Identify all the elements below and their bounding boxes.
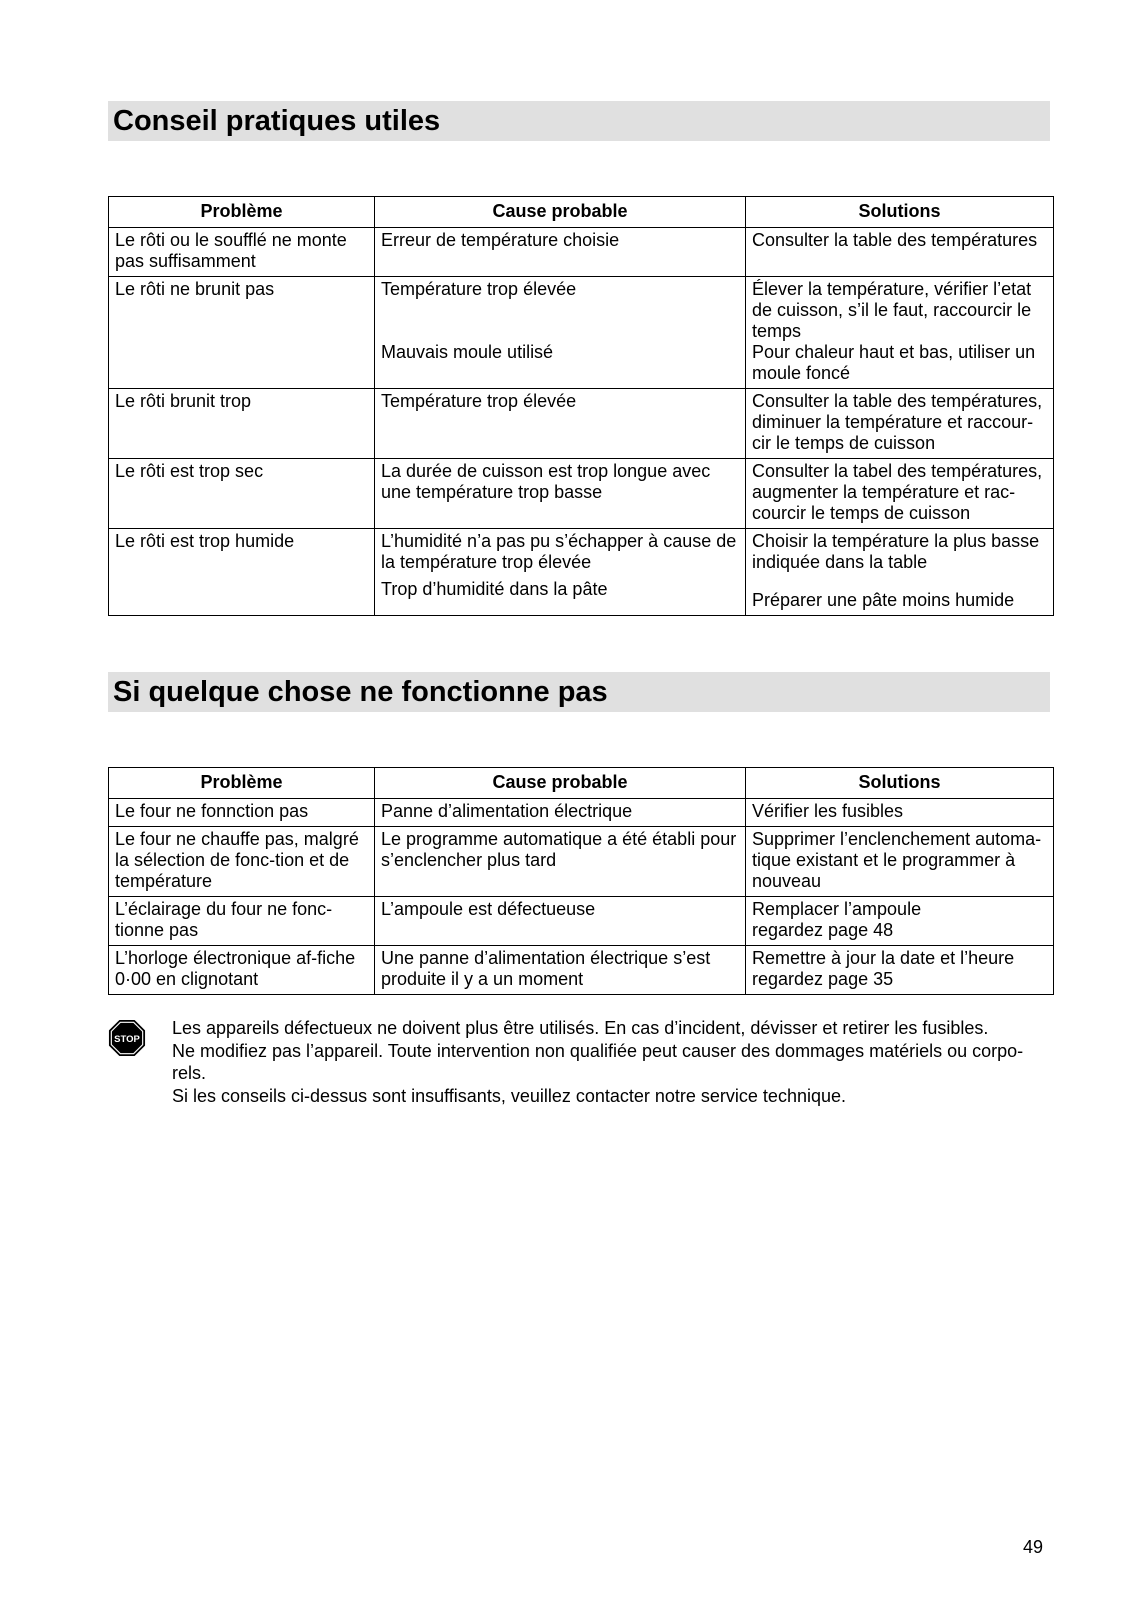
solution-cell: Consulter la tabel des températures, augmenter la température et rac-courcir le temps de cuisson — [746, 459, 1054, 529]
page-reference: regardez page 48 — [752, 920, 894, 940]
solution-cell: Vérifier les fusibles — [746, 799, 1054, 827]
troubleshooting-table — [108, 767, 1054, 995]
solution-cell: Consulter la table des températures — [746, 228, 1054, 277]
column-header-problem: Problème — [109, 768, 375, 799]
table-row — [109, 827, 1054, 897]
section-title-tips: Conseil pratiques utiles — [108, 101, 1050, 141]
cause-cell: Une panne d’alimentation électrique s’est produite il y a un moment — [375, 946, 746, 995]
solution-cell: Supprimer l’enclenchement automa-tique existant et le programmer à nouveau — [746, 827, 1054, 897]
cause-text: Mauvais moule utilisé — [381, 342, 554, 362]
tips-table — [108, 196, 1054, 616]
solution-cell — [746, 946, 1054, 995]
solution-cell — [746, 897, 1054, 946]
solution-cell — [746, 277, 1054, 389]
problem-cell: Le rôti est trop sec — [109, 459, 375, 529]
table-row — [109, 277, 1054, 389]
cause-cell — [375, 277, 746, 389]
warning-line: Les appareils défectueux ne doivent plus être utilisés. En cas d’incident, dévisser et retirer les fusibles. — [172, 1018, 989, 1038]
problem-cell: Le rôti est trop humide — [109, 529, 375, 616]
problem-cell: Le rôti brunit trop — [109, 389, 375, 459]
column-header-cause: Cause probable — [375, 197, 746, 228]
problem-cell: Le rôti ne brunit pas — [109, 277, 375, 389]
page-reference: regardez page 35 — [752, 969, 894, 989]
section-title-troubleshooting: Si quelque chose ne fonctionne pas — [108, 672, 1050, 712]
cause-cell: Panne d’alimentation électrique — [375, 799, 746, 827]
page-number: 49 — [1023, 1537, 1044, 1557]
cause-text: Température trop élevée — [381, 279, 577, 299]
table-row — [109, 897, 1054, 946]
column-header-solutions: Solutions — [746, 197, 1054, 228]
column-header-cause: Cause probable — [375, 768, 746, 799]
solution-cell: Consulter la table des températures, diminuer la température et raccour-cir le temps de cuisson — [746, 389, 1054, 459]
solution-text: Remettre à jour la date et l’heure — [752, 948, 1015, 968]
cause-cell: Erreur de température choisie — [375, 228, 746, 277]
warning-text — [172, 1017, 1056, 1107]
column-header-problem: Problème — [109, 197, 375, 228]
cause-cell — [375, 529, 746, 616]
stop-icon-label: STOP — [114, 1033, 140, 1045]
solution-text: Préparer une pâte moins humide — [752, 590, 1015, 610]
solution-cell — [746, 529, 1054, 616]
table-row — [109, 946, 1054, 995]
table-row — [109, 389, 1054, 459]
cause-cell: Le programme automatique a été établi pour s’enclencher plus tard — [375, 827, 746, 897]
cause-text: L’humidité n’a pas pu s’échapper à cause de la température trop élevée — [381, 531, 737, 572]
cause-cell: Température trop élevée — [375, 389, 746, 459]
cause-cell: L’ampoule est défectueuse — [375, 897, 746, 946]
table-row — [109, 228, 1054, 277]
problem-cell: L’éclairage du four ne fonc-tionne pas — [109, 897, 375, 946]
solution-text: Choisir la température la plus basse indiquée dans la table — [752, 531, 1040, 572]
stop-icon — [108, 1019, 146, 1057]
cause-cell: La durée de cuisson est trop longue avec une température trop basse — [375, 459, 746, 529]
table-header-row — [109, 768, 1054, 799]
problem-cell: Le four ne fonnction pas — [109, 799, 375, 827]
table-row — [109, 459, 1054, 529]
problem-cell: L’horloge électronique af-fiche 0·00 en clignotant — [109, 946, 375, 995]
problem-cell: Le four ne chauffe pas, malgré la sélection de fonc-tion et de température — [109, 827, 375, 897]
solution-text: Pour chaleur haut et bas, utiliser un moule foncé — [752, 342, 1036, 383]
problem-cell: Le rôti ou le soufflé ne monte pas suffisamment — [109, 228, 375, 277]
cause-text: Trop d’humidité dans la pâte — [381, 579, 608, 599]
warning-line: Si les conseils ci-dessus sont insuffisants, veuillez contacter notre service technique. — [172, 1085, 846, 1106]
table-header-row — [109, 197, 1054, 228]
table-row — [109, 799, 1054, 827]
solution-text: Élever la température, vérifier l’etat de cuisson, s’il le faut, raccourcir le temps — [752, 279, 1032, 341]
column-header-solutions: Solutions — [746, 768, 1054, 799]
table-row — [109, 529, 1054, 616]
solution-text: Remplacer l’ampoule — [752, 899, 922, 919]
warning-line: Ne modifiez pas l’appareil. Toute intervention non qualifiée peut causer des dommages matériels ou corpo-rels. — [172, 1040, 1024, 1083]
